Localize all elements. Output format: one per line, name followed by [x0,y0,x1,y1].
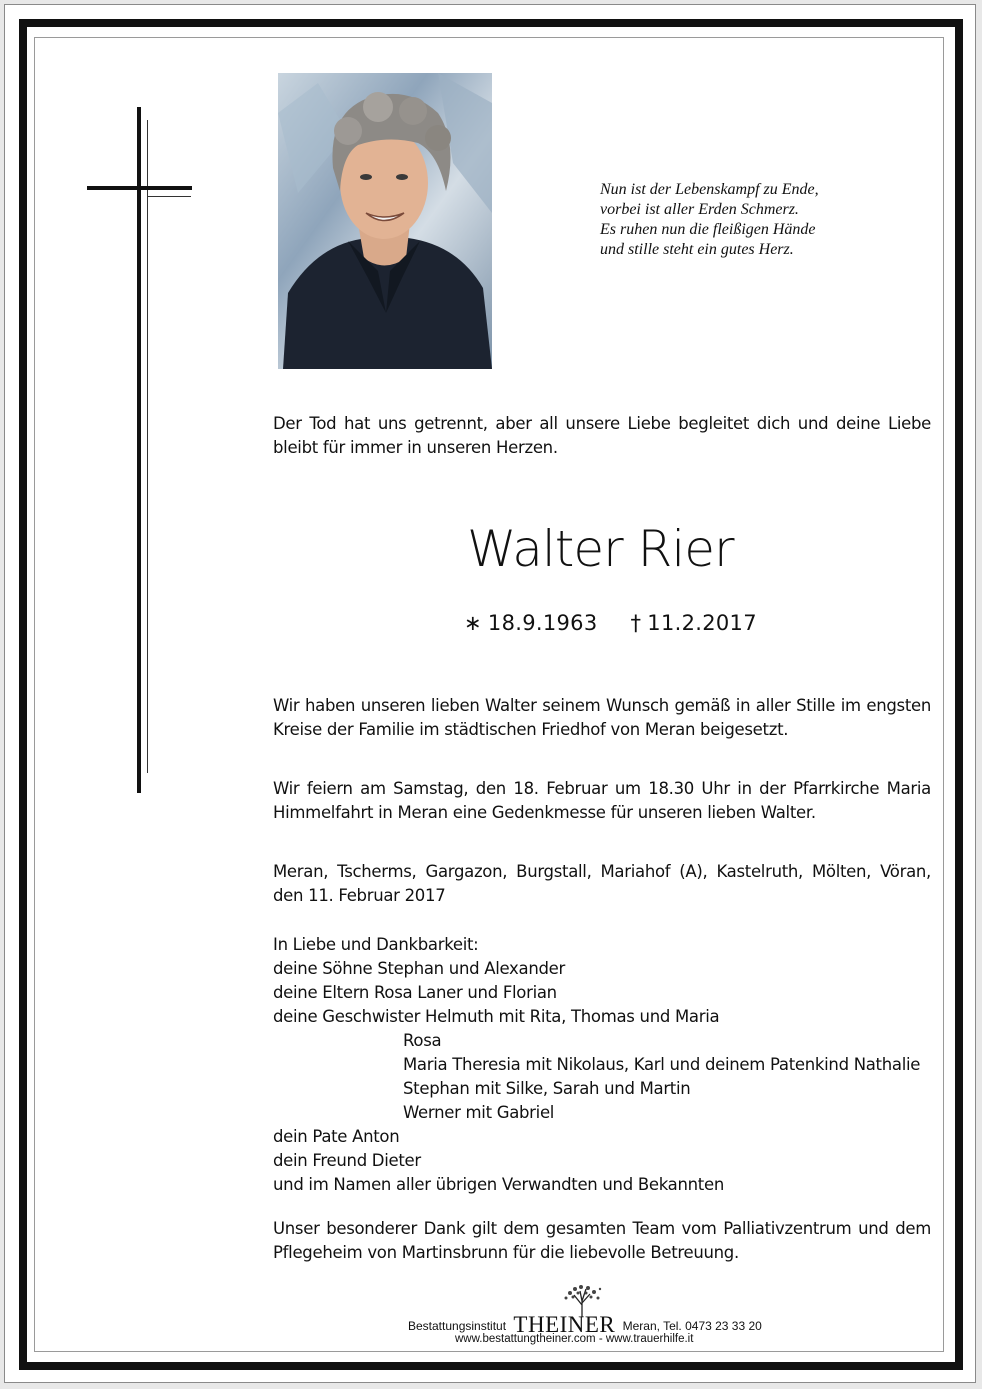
death-symbol: † [630,611,642,635]
family-sibling: Maria Theresia mit Nikolaus, Karl und deinem Patenkind Nathalie [403,1055,921,1074]
thanks-paragraph: Unser besonderer Dank gilt dem gesamten Team vom Palliativzentrum und dem Pflegeheim von Martinsbrunn für die liebevolle Betreuung. [273,1219,931,1262]
poem-line: und stille steht ein gutes Herz. [600,241,794,258]
poem-line: vorbei ist aller Erden Schmerz. [600,201,799,218]
family-friend: dein Freund Dieter [273,1151,421,1170]
footer-websites[interactable]: www.bestattungtheiner.com - www.trauerhilfe.it [455,1333,694,1345]
family-godfather: dein Pate Anton [273,1127,400,1146]
footer-prefix: Bestattungsinstitut [408,1319,507,1333]
family-list [273,933,931,1197]
mass-paragraph: Wir feiern am Samstag, den 18. Februar um 18.30 Uhr in der Pfarrkirche Maria Himmelfahrt in Meran eine Gedenkmesse für unseren lieben Walter. [273,779,931,822]
family-sons: deine Söhne Stephan und Alexander [273,959,565,978]
portrait-photo [278,73,492,369]
death-date: 11.2.2017 [647,611,757,635]
birth-symbol: ∗ [464,611,482,635]
life-dates [464,611,775,635]
footer-brand: THEINER [513,1312,616,1337]
footer-contact: Meran, Tel. 0473 23 33 20 [622,1319,762,1333]
family-intro: In Liebe und Dankbarkeit: [273,935,479,954]
family-sibling: Rosa [403,1031,442,1050]
family-sibling: Stephan mit Silke, Sarah und Martin [403,1079,691,1098]
family-parents: deine Eltern Rosa Laner und Florian [273,983,557,1002]
family-others: und im Namen aller übrigen Verwandten und Bekannten [273,1175,724,1194]
places-paragraph: Meran, Tscherms, Gargazon, Burgstall, Mariahof (A), Kastelruth, Mölten, Vöran, den 11. Februar 2017 [273,862,931,905]
family-siblings: deine Geschwister Helmuth mit Rita, Thomas und Maria [273,1007,720,1026]
birth-date: 18.9.1963 [487,611,598,635]
poem-line: Es ruhen nun die fleißigen Hände [600,221,816,238]
burial-paragraph: Wir haben unseren lieben Walter seinem Wunsch gemäß in aller Stille im engsten Kreise der Familie im städtischen Friedhof von Meran beigesetzt. [273,696,931,739]
deceased-name: Walter Rier [467,520,734,578]
family-sibling: Werner mit Gabriel [403,1103,555,1122]
poem [600,180,900,260]
intro-text: Der Tod hat uns getrennt, aber all unsere Liebe begleitet dich und deine Liebe bleibt für immer in unseren Herzen. [273,414,931,457]
poem-line: Nun ist der Lebenskampf zu Ende, [600,181,819,198]
